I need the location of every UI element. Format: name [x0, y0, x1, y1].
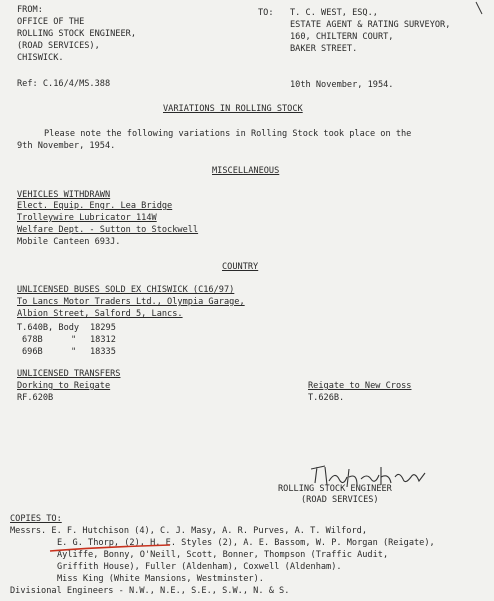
recipient-line-1: T. C. WEST, ESQ., — [290, 8, 378, 18]
copies-heading: COPIES TO: — [10, 514, 62, 524]
date: 10th November, 1954. — [290, 80, 394, 90]
buyer-line-2: Albion Street, Salford 5, Lancs. — [17, 309, 183, 319]
copies-line-6: Divisional Engineers - N.W., N.E., S.E., S.W., N. & S. — [10, 586, 290, 596]
copies-line-3: Ayliffe, Bonny, O'Neill, Scott, Bonner, Thompson (Traffic Audit, — [57, 550, 389, 560]
sender-line-3: (ROAD SERVICES), — [17, 41, 100, 51]
vehicles-withdrawn-heading: VEHICLES WITHDRAWN — [17, 190, 111, 200]
intro-line-1: Please note the following variations in Rolling Stock took place on the — [44, 129, 412, 139]
transfers-heading: UNLICENSED TRANSFERS — [17, 369, 121, 379]
withdrawn-item-4: Mobile Canteen 693J. — [17, 237, 121, 247]
unlicensed-buses-heading: UNLICENSED BUSES SOLD EX CHISWICK (C16/97) — [17, 285, 235, 295]
withdrawn-item-3: Welfare Dept. - Sutton to Stockwell — [17, 225, 199, 235]
sender-line-2: ROLLING STOCK ENGINEER, — [17, 29, 136, 39]
vehicle-2-body: 18312 — [90, 335, 116, 345]
reference: Ref: C.16/4/MS.388 — [17, 79, 111, 89]
transfer-left-heading: Dorking to Reigate — [17, 381, 111, 391]
vehicle-3-body: 18335 — [90, 347, 116, 357]
vehicle-1-fleet: T.640B, Body — [17, 323, 80, 333]
document-title: VARIATIONS IN ROLLING STOCK — [163, 104, 303, 114]
transfer-right-heading: Reigate to New Cross — [308, 381, 412, 391]
copies-line-2: E. G. Thorp, (2), H. E. Styles (2), A. E. Bassom, W. P. Morgan (Reigate), — [57, 538, 435, 548]
recipient-line-4: BAKER STREET. — [290, 44, 358, 54]
signatory-title-2: (ROAD SERVICES) — [301, 495, 379, 505]
from-label: FROM: — [17, 5, 43, 15]
sender-line-4: CHISWICK. — [17, 53, 64, 63]
withdrawn-item-1: Elect. Equip. Engr. Lea Bridge — [17, 201, 173, 211]
intro-line-2: 9th November, 1954. — [17, 141, 116, 151]
transfer-left-vehicle: RF.620B — [17, 393, 54, 403]
vehicle-2-fleet: 678B — [22, 335, 43, 345]
copies-line-5: Miss King (White Mansions, Westminster). — [57, 574, 264, 584]
signatory-title-1: ROLLING STOCK ENGINEER — [278, 484, 392, 494]
to-label: TO: — [258, 8, 274, 18]
ditto-mark-2: " — [71, 347, 77, 357]
recipient-line-3: 160, CHILTERN COURT, — [290, 32, 394, 42]
vehicle-3-fleet: 696B — [22, 347, 43, 357]
recipient-line-2: ESTATE AGENT & RATING SURVEYOR, — [290, 20, 451, 30]
vehicle-1-body: 18295 — [90, 323, 116, 333]
corner-pen-mark — [476, 2, 482, 14]
misc-heading: MISCELLANEOUS — [212, 166, 280, 176]
country-heading: COUNTRY — [222, 262, 259, 272]
transfer-right-vehicle: T.626B. — [308, 393, 345, 403]
sender-line-1: OFFICE OF THE — [17, 17, 85, 27]
copies-line-4: Griffith House), Fuller (Aldenham), Coxwell (Aldenham). — [57, 562, 342, 572]
withdrawn-item-2: Trolleywire Lubricator 114W — [17, 213, 157, 223]
copies-line-1: Messrs. E. F. Hutchison (4), C. J. Masy, A. R. Purves, A. T. Wilford, — [10, 526, 367, 536]
buyer-line-1: To Lancs Motor Traders Ltd., Olympia Garage, — [17, 297, 245, 307]
ditto-mark-1: " — [71, 335, 77, 345]
